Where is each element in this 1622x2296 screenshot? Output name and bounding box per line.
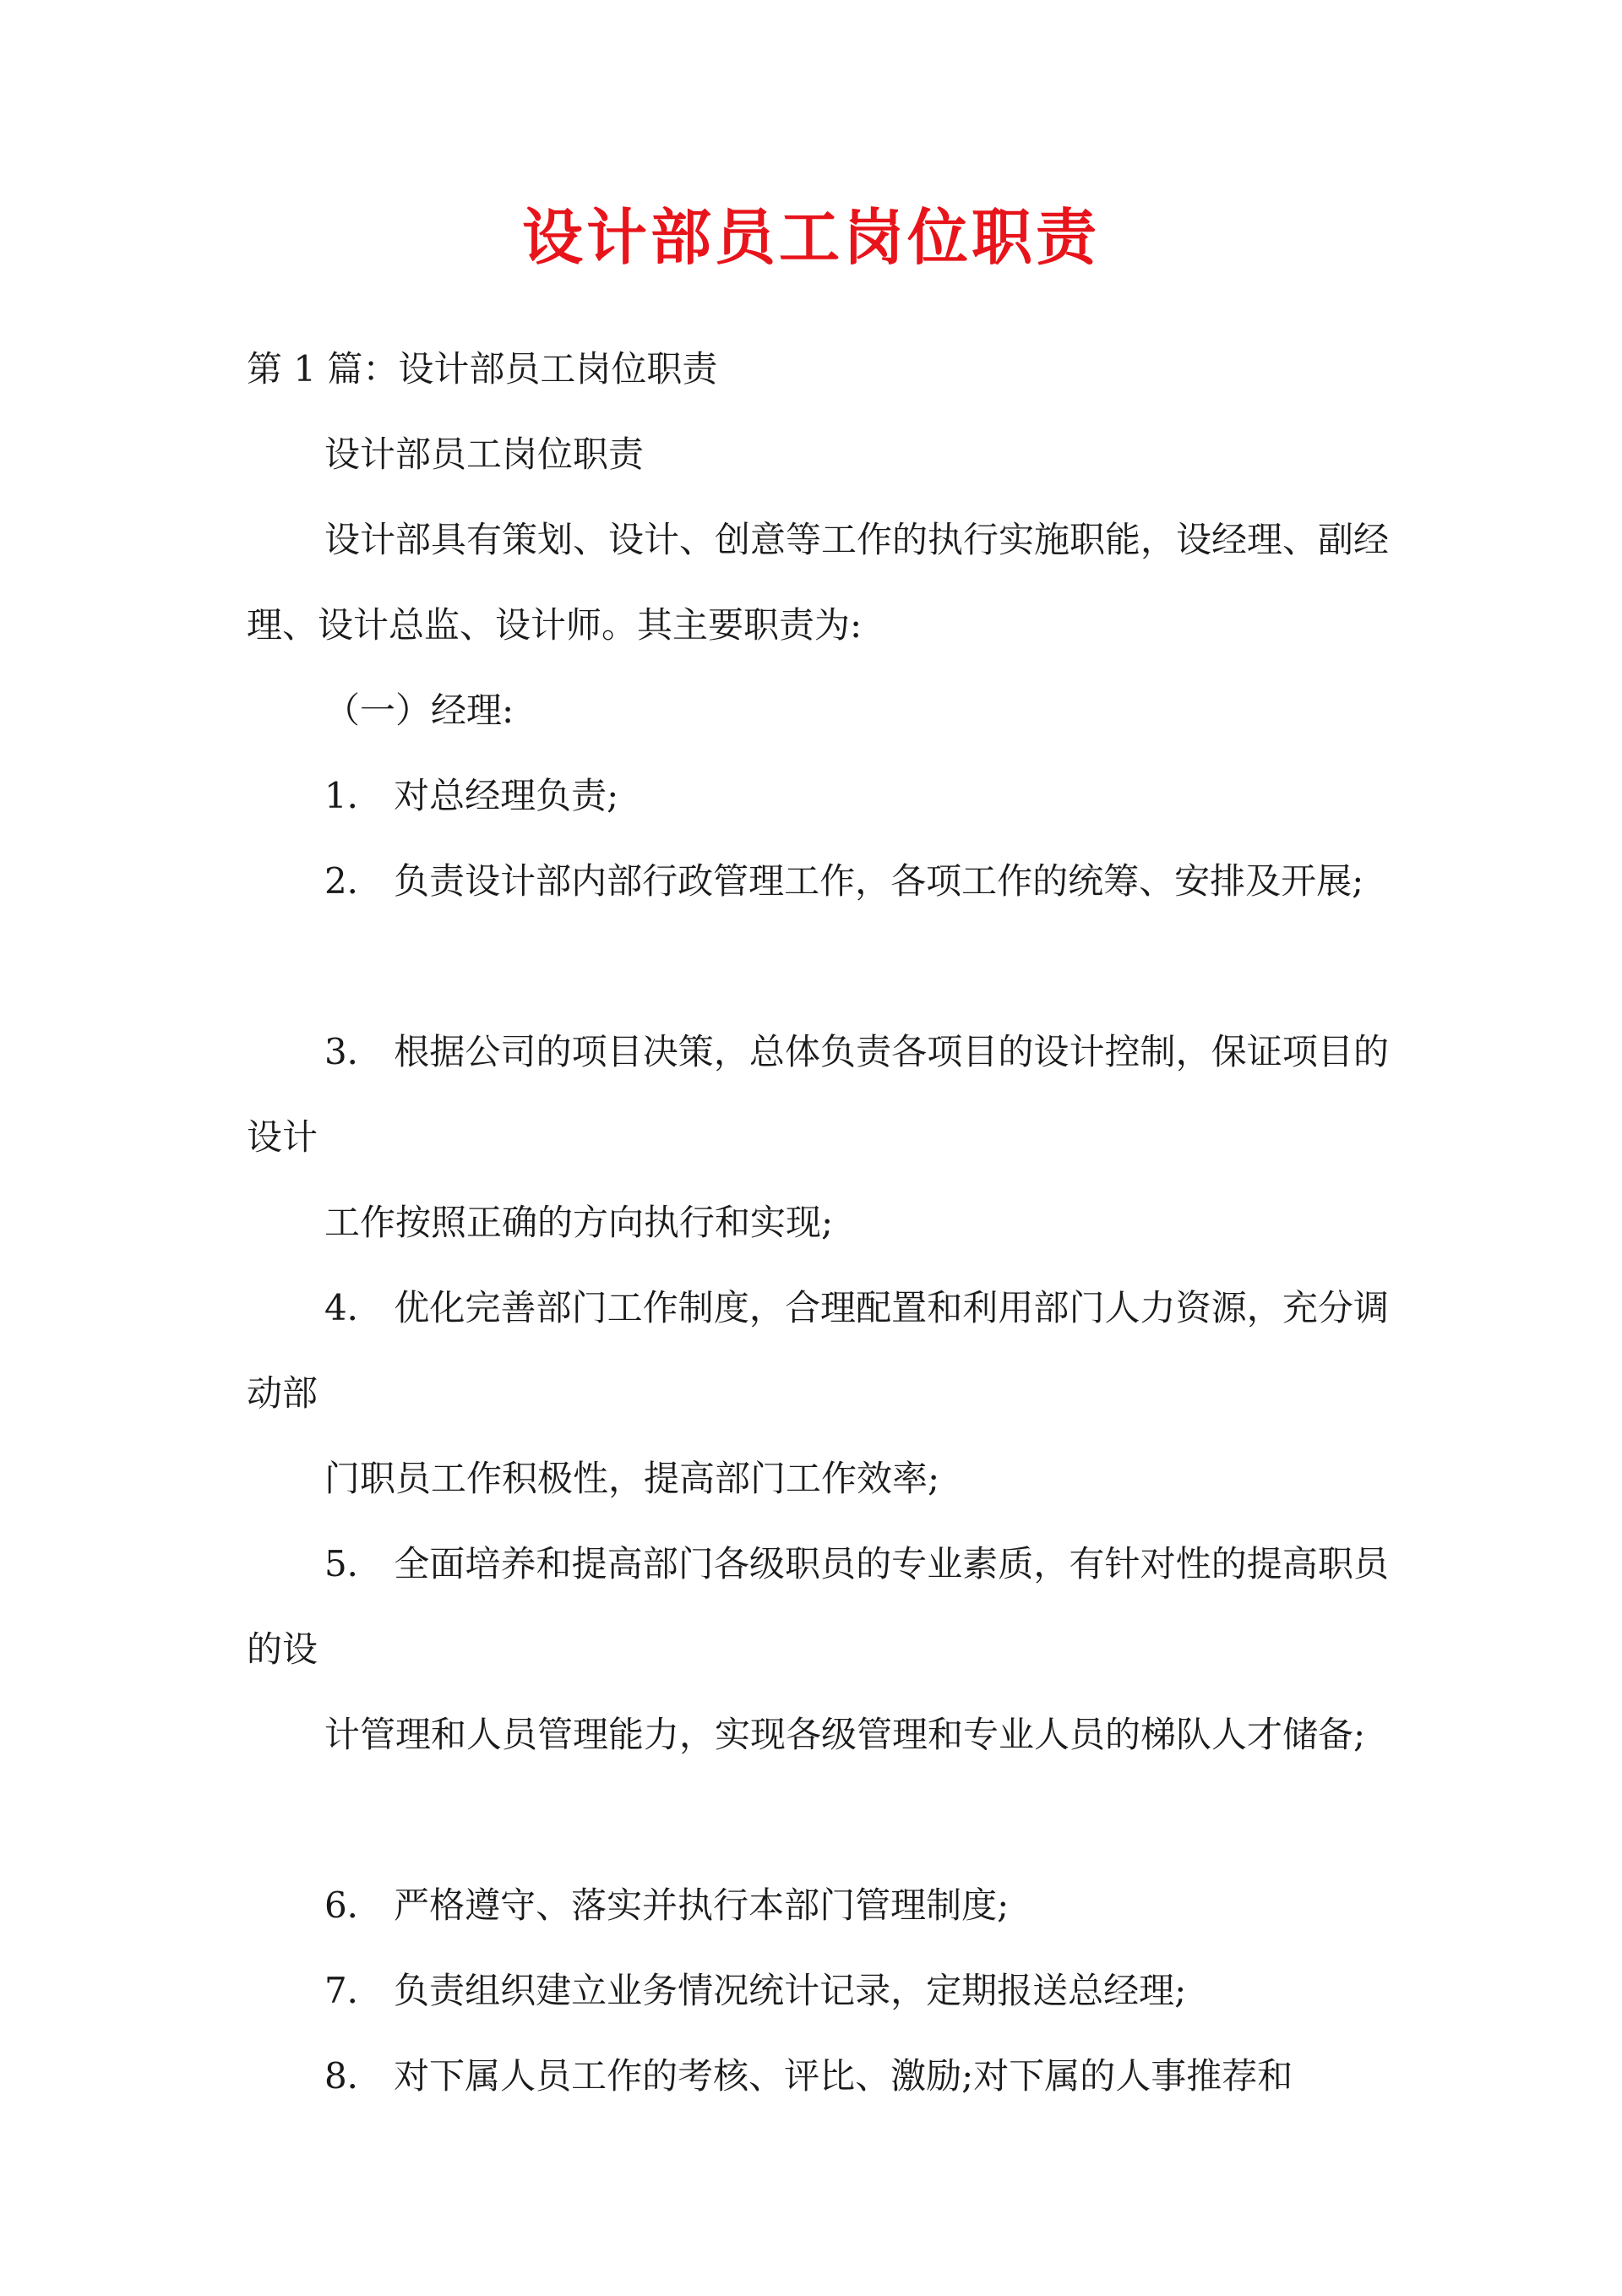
duty-item-3-continued: 工作按照正确的方向执行和实现; <box>324 1202 834 1243</box>
duty-item-4-continued: 门职员工作积极性，提高部门工作效率; <box>324 1458 940 1499</box>
subtitle-paragraph: 设计部员工岗位职责 <box>324 434 645 475</box>
document-title: 设计部员工岗位职责 <box>521 201 1100 273</box>
manager-heading: （一）经理: <box>324 690 514 731</box>
duty-item-5: 5． 全面培养和提高部门各级职员的专业素质，有针对性的提高职员的设 <box>247 1543 1389 1670</box>
duty-item-4: 4． 优化完善部门工作制度，合理配置和利用部门人力资源，充分调动部 <box>247 1287 1389 1414</box>
duty-item-6: 6． 严格遵守、落实并执行本部门管理制度; <box>324 1884 1010 1926</box>
duty-item-2: 2． 负责设计部内部行政管理工作，各项工作的统筹、安排及开展; <box>324 860 1364 902</box>
duty-item-7: 7． 负责组织建立业务情况统计记录，定期报送总经理; <box>324 1970 1187 2011</box>
duty-item-3: 3． 根据公司的项目决策，总体负责各项目的设计控制，保证项目的设计 <box>247 1031 1389 1158</box>
section-heading: 第 1 篇：设计部员工岗位职责 <box>247 348 718 390</box>
duty-item-8: 8． 对下属人员工作的考核、评比、激励;对下属的人事推荐和 <box>324 2055 1293 2097</box>
duty-item-1: 1． 对总经理负责; <box>324 775 619 816</box>
duty-item-5-continued: 计管理和人员管理能力，实现各级管理和专业人员的梯队人才储备; <box>324 1714 1366 1755</box>
intro-paragraph: 设计部具有策划、设计、创意等工作的执行实施职能，设经理、副经 理、设计总监、设计师。其主要职责为: <box>247 519 1390 646</box>
